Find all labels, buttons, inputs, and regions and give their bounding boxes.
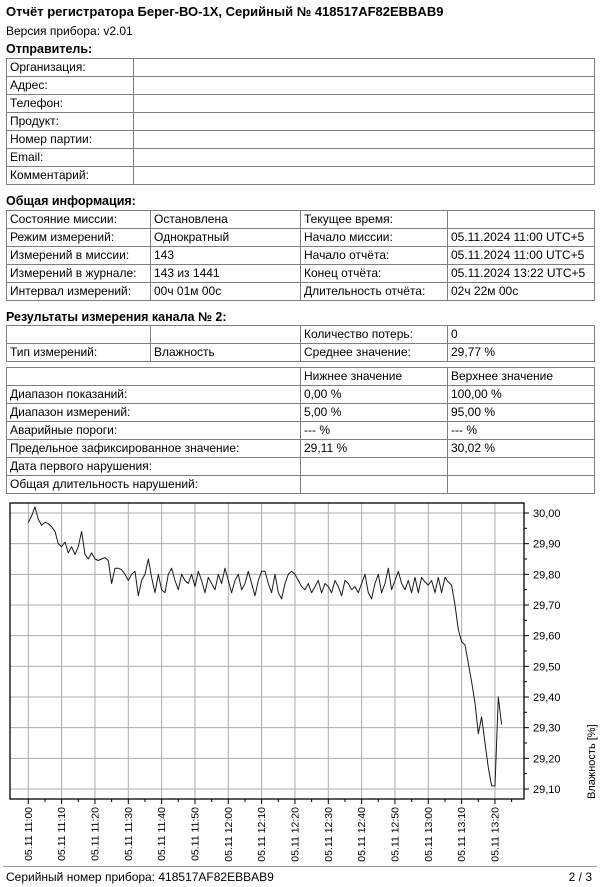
- table-cell: Измерений в миссии:: [7, 247, 151, 265]
- table-cell: 143 из 1441: [151, 265, 301, 283]
- x-tick-label: 05.11 13:00: [422, 807, 435, 862]
- general-info-heading: Общая информация:: [6, 194, 136, 208]
- y-tick-label: 29,90: [533, 538, 561, 551]
- table-row: [7, 265, 595, 283]
- table-cell: Адрес:: [7, 77, 134, 95]
- x-tick-label: 05.11 11:30: [122, 807, 135, 861]
- table-cell: Аварийные пороги:: [7, 422, 301, 440]
- table-cell: Предельное зафиксированное значение:: [7, 440, 301, 458]
- table-cell: Количество потерь:: [301, 326, 448, 344]
- table-cell: Однократный: [151, 229, 301, 247]
- table-row: [7, 113, 595, 131]
- x-tick-label: 05.11 13:20: [489, 807, 502, 862]
- sender-section-heading: Отправитель:: [6, 42, 93, 56]
- humidity-line-chart: [0, 499, 600, 869]
- page-title: Отчёт регистратора Берег-ВО-1Х, Серийный № 418517AF82EBBAB9: [6, 4, 444, 19]
- y-tick-label: 29,10: [533, 784, 561, 796]
- table-row: [7, 229, 595, 247]
- y-tick-label: 29,50: [533, 661, 561, 674]
- table-cell: [7, 326, 151, 344]
- x-tick-label: 05.11 12:30: [322, 807, 335, 862]
- table-row: [7, 131, 595, 149]
- table-cell: 0,00 %: [301, 386, 448, 404]
- table-cell: Номер партии:: [7, 131, 134, 149]
- table-cell: Общая длительность нарушений:: [7, 476, 301, 494]
- table-row: [7, 386, 595, 404]
- y-tick-label: 30,00: [533, 508, 561, 520]
- table-cell: 29,77 %: [448, 344, 595, 362]
- table-cell: Тип измерений:: [7, 344, 151, 362]
- table-cell: Состояние миссии:: [7, 211, 151, 229]
- table-cell: Начало миссии:: [301, 229, 448, 247]
- table-cell: Текущее время:: [301, 211, 448, 229]
- general-info-table: [6, 210, 595, 301]
- table-cell: Остановлена: [151, 211, 301, 229]
- x-tick-label: 05.11 12:40: [356, 807, 369, 862]
- table-cell: [301, 476, 448, 494]
- table-cell: [134, 131, 595, 149]
- y-tick-label: 29,60: [533, 630, 561, 643]
- table-cell: [134, 149, 595, 167]
- table-row: [7, 59, 595, 77]
- x-tick-label: 05.11 12:10: [256, 807, 269, 862]
- y-tick-label: 29,40: [533, 692, 561, 704]
- x-tick-label: 05.11 11:20: [89, 807, 102, 861]
- humidity-series-line: [28, 507, 501, 786]
- table-row: [7, 149, 595, 167]
- table-cell: Интервал измерений:: [7, 283, 151, 301]
- y-tick-label: 29,30: [533, 722, 561, 735]
- table-cell: [134, 59, 595, 77]
- table-cell: Длительность отчёта:: [301, 283, 448, 301]
- table-row: [7, 95, 595, 113]
- sender-table: [6, 58, 595, 185]
- x-tick-label: 05.11 12:00: [222, 807, 235, 862]
- table-cell: 143: [151, 247, 301, 265]
- table-row: [7, 440, 595, 458]
- table-row: [7, 422, 595, 440]
- device-version-line: Версия прибора: v2.01: [6, 24, 133, 38]
- table-cell: Верхнее значение: [448, 368, 595, 386]
- table-cell: Дата первого нарушения:: [7, 458, 301, 476]
- table-row: [7, 77, 595, 95]
- table-cell: Конец отчёта:: [301, 265, 448, 283]
- channel-results-heading: Результаты измерения канала № 2:: [6, 310, 227, 324]
- table-cell: [134, 77, 595, 95]
- table-cell: Нижнее значение: [301, 368, 448, 386]
- table-cell: [134, 167, 595, 185]
- table-cell: 00ч 01м 00с: [151, 283, 301, 301]
- x-tick-label: 05.11 13:10: [456, 807, 469, 862]
- table-cell: 95,00 %: [448, 404, 595, 422]
- table-cell: [134, 113, 595, 131]
- table-cell: 0: [448, 326, 595, 344]
- table-cell: --- %: [448, 422, 595, 440]
- channel-limits-table: [6, 367, 595, 494]
- table-cell: Среднее значение:: [301, 344, 448, 362]
- footer-serial-number: Серийный номер прибора: 418517AF82EBBAB9: [6, 870, 274, 884]
- table-cell: Влажность: [151, 344, 301, 362]
- table-cell: 05.11.2024 11:00 UTC+5: [448, 229, 595, 247]
- x-tick-label: 05.11 11:40: [156, 807, 169, 861]
- y-axis-title: Влажность [%]: [586, 724, 598, 799]
- table-row: [7, 368, 595, 386]
- y-tick-label: 29,20: [533, 753, 561, 766]
- table-row: [7, 211, 595, 229]
- x-tick-label: 05.11 11:10: [56, 807, 69, 861]
- y-tick-label: 29,70: [533, 600, 561, 612]
- table-cell: Email:: [7, 149, 134, 167]
- table-cell: [448, 211, 595, 229]
- plot-border: [10, 503, 524, 799]
- table-row: [7, 458, 595, 476]
- page-footer: [3, 866, 597, 884]
- y-tick-label: 29,80: [533, 569, 561, 582]
- table-cell: 100,00 %: [448, 386, 595, 404]
- table-cell: Диапазон измерений:: [7, 404, 301, 422]
- table-row: [7, 404, 595, 422]
- table-row: [7, 326, 595, 344]
- table-row: [7, 247, 595, 265]
- table-row: [7, 167, 595, 185]
- table-cell: 30,02 %: [448, 440, 595, 458]
- table-cell: 5,00 %: [301, 404, 448, 422]
- table-cell: [448, 458, 595, 476]
- table-cell: 05.11.2024 11:00 UTC+5: [448, 247, 595, 265]
- table-cell: [301, 458, 448, 476]
- table-cell: Измерений в журнале:: [7, 265, 151, 283]
- x-tick-label: 05.11 12:20: [289, 807, 302, 862]
- x-tick-label: 05.11 11:50: [189, 807, 202, 861]
- x-tick-label: 05.11 12:50: [389, 807, 402, 862]
- table-cell: Организация:: [7, 59, 134, 77]
- table-cell: Продукт:: [7, 113, 134, 131]
- table-row: [7, 476, 595, 494]
- table-cell: Начало отчёта:: [301, 247, 448, 265]
- table-cell: [151, 326, 301, 344]
- table-row: [7, 344, 595, 362]
- table-cell: Диапазон показаний:: [7, 386, 301, 404]
- table-cell: 05.11.2024 13:22 UTC+5: [448, 265, 595, 283]
- table-row: [7, 283, 595, 301]
- table-cell: 02ч 22м 00с: [448, 283, 595, 301]
- channel-summary-table: [6, 325, 595, 362]
- table-cell: Телефон:: [7, 95, 134, 113]
- x-tick-label: 05.11 11:00: [22, 807, 35, 861]
- footer-page-indicator: 2 / 3: [568, 870, 592, 884]
- table-cell: [448, 476, 595, 494]
- table-cell: --- %: [301, 422, 448, 440]
- table-cell: 29,11 %: [301, 440, 448, 458]
- table-cell: Режим измерений:: [7, 229, 151, 247]
- table-cell: Комментарий:: [7, 167, 134, 185]
- table-cell: [7, 368, 301, 386]
- table-cell: [134, 95, 595, 113]
